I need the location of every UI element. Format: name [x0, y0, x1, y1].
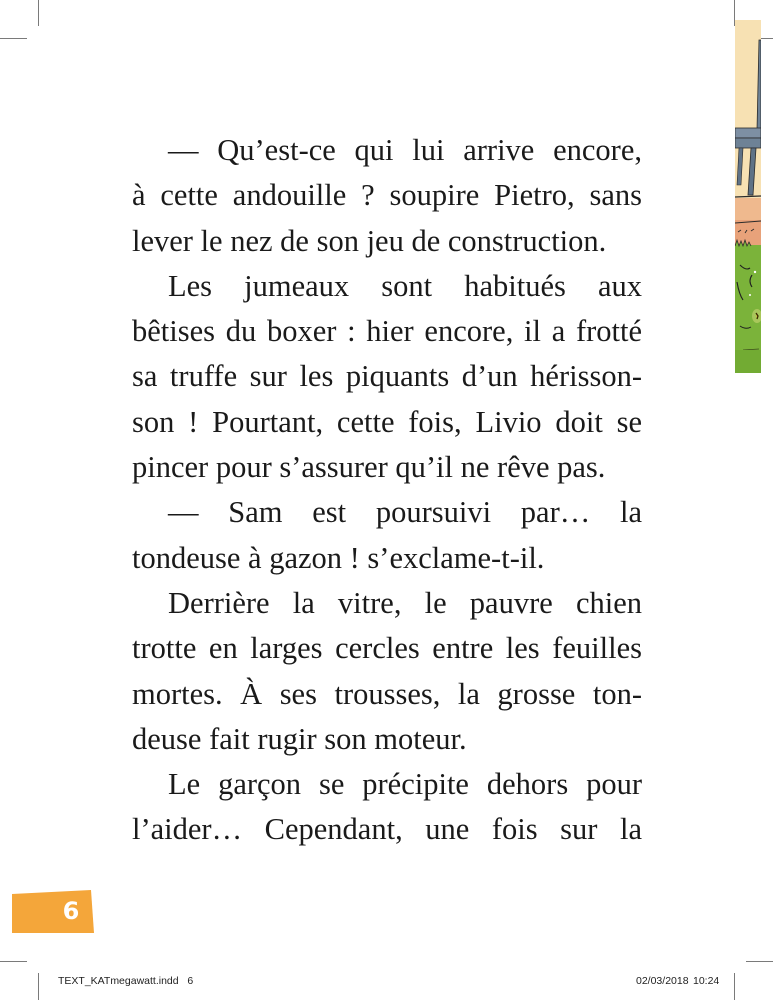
text-line: son ! Pourtant, cette fois, Livio doit se	[132, 404, 642, 439]
crop-mark-bottom-left-vertical	[38, 973, 39, 1000]
text-line: lever le nez de son jeu de construction.	[132, 223, 607, 258]
text-line: Derrière la vitre, le pauvre chien	[168, 585, 642, 620]
text-line: — Sam est poursuivi par… la	[168, 495, 642, 530]
slug-date: 02/03/2018	[636, 975, 689, 987]
crop-mark-top-left-horizontal	[0, 38, 27, 39]
text-line: deuse fait rugir son moteur.	[132, 721, 467, 756]
slug-filename: TEXT_KATmegawatt.indd 6	[58, 975, 194, 987]
text-line: bêtises du boxer : hier encore, il a frotté	[132, 314, 642, 349]
garden-illustration-icon	[735, 20, 761, 373]
story-body-text	[132, 128, 642, 853]
text-line: tondeuse à gazon ! s’exclame-t-il.	[132, 540, 545, 575]
text-line: Le garçon se précipite dehors pour	[168, 767, 642, 802]
text-line: l’aider… Cependant, une fois sur la	[132, 812, 642, 847]
page-number-badge	[12, 889, 95, 934]
text-line: pincer pour s’assurer qu’il ne rêve pas.	[132, 450, 606, 485]
slug-time: 10:24	[693, 975, 720, 987]
text-line: Les jumeaux sont habitués aux	[168, 268, 642, 303]
crop-mark-bottom-right-horizontal	[746, 961, 773, 962]
crop-mark-bottom-right-vertical	[734, 973, 735, 1000]
page-number: 6	[62, 897, 80, 925]
crop-mark-top-left-vertical	[38, 0, 39, 26]
illustration-strip	[735, 20, 761, 373]
text-line: à cette andouille ? soupire Pietro, sans	[132, 178, 642, 213]
crop-mark-bottom-left-horizontal	[0, 961, 27, 962]
text-line: mortes. À ses trousses, la grosse ton-	[132, 676, 642, 711]
text-line: sa truffe sur les piquants d’un hérisson-	[132, 359, 642, 394]
text-line: — Qu’est-ce qui lui arrive encore,	[168, 133, 642, 167]
text-line: trotte en larges cercles entre les feuilles	[132, 631, 642, 666]
